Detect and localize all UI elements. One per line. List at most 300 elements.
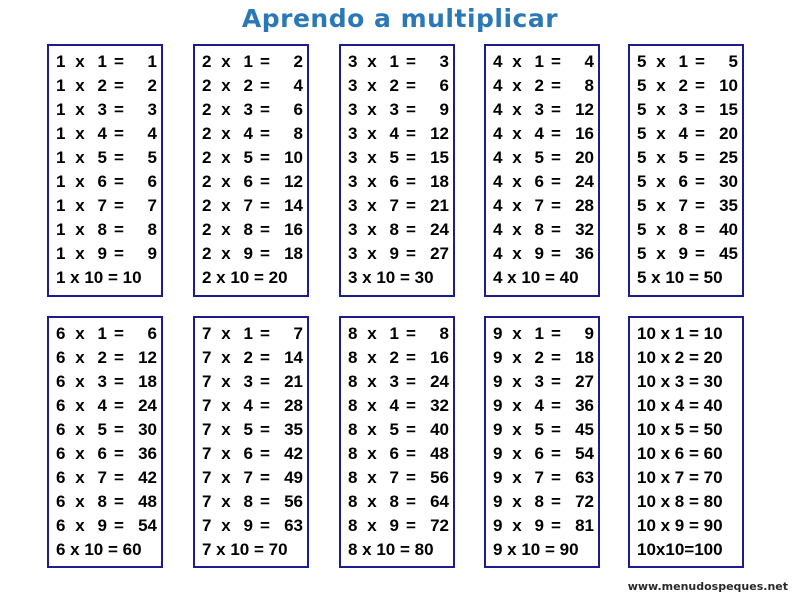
table-row bbox=[202, 322, 307, 346]
table-row bbox=[637, 490, 742, 514]
site-url: www.menudospeques.net bbox=[627, 580, 788, 593]
factor-a: 4 bbox=[493, 196, 503, 215]
times-sign: x bbox=[512, 396, 522, 415]
factor-a: 9 bbox=[493, 396, 503, 415]
factor-a: 4 bbox=[493, 100, 503, 119]
product: 40 bbox=[430, 420, 449, 439]
times-sign: x bbox=[221, 196, 231, 215]
table-row bbox=[202, 266, 307, 290]
equation-text: 10 x 7 = 70 bbox=[637, 468, 723, 487]
product: 6 bbox=[439, 76, 449, 95]
equals-sign: = bbox=[551, 148, 561, 167]
table-row bbox=[637, 322, 742, 346]
table-row bbox=[202, 146, 307, 170]
factor-b: 3 bbox=[534, 100, 544, 119]
table-row bbox=[348, 218, 453, 242]
factor-b: 6 bbox=[389, 172, 399, 191]
times-sign: x bbox=[367, 148, 377, 167]
page-title: Aprendo a multiplicar bbox=[241, 4, 559, 33]
times-sign: x bbox=[75, 420, 85, 439]
equals-sign: = bbox=[551, 444, 561, 463]
factor-a: 9 bbox=[493, 372, 503, 391]
equals-sign: = bbox=[406, 220, 416, 239]
times-sign: x bbox=[75, 348, 85, 367]
table-row bbox=[637, 50, 742, 74]
factor-b: 2 bbox=[678, 76, 688, 95]
product: 8 bbox=[147, 220, 157, 239]
factor-a: 9 bbox=[493, 492, 503, 511]
factor-a: 2 bbox=[202, 244, 212, 263]
table-row bbox=[56, 170, 161, 194]
factor-a: 9 bbox=[493, 324, 503, 343]
table-row bbox=[637, 266, 742, 290]
factor-b: 8 bbox=[97, 492, 107, 511]
factor-a: 7 bbox=[202, 396, 212, 415]
times-sign: x bbox=[367, 124, 377, 143]
factor-b: 7 bbox=[243, 196, 253, 215]
factor-b: 7 bbox=[678, 196, 688, 215]
product: 56 bbox=[430, 468, 449, 487]
factor-b: 7 bbox=[534, 196, 544, 215]
table-row bbox=[56, 242, 161, 266]
times-sign: x bbox=[367, 468, 377, 487]
table-row bbox=[348, 418, 453, 442]
product: 63 bbox=[284, 516, 303, 535]
factor-b: 7 bbox=[534, 468, 544, 487]
factor-a: 9 bbox=[493, 444, 503, 463]
times-sign: x bbox=[512, 244, 522, 263]
product: 6 bbox=[147, 172, 157, 191]
times-sign: x bbox=[75, 516, 85, 535]
factor-b: 5 bbox=[534, 148, 544, 167]
equals-sign: = bbox=[114, 76, 124, 95]
times-sign: x bbox=[656, 196, 666, 215]
times-table-3 bbox=[339, 44, 455, 297]
product: 6 bbox=[147, 324, 157, 343]
table-row bbox=[202, 170, 307, 194]
factor-b: 3 bbox=[243, 372, 253, 391]
table-row bbox=[348, 442, 453, 466]
table-row bbox=[493, 122, 598, 146]
table-row bbox=[56, 218, 161, 242]
factor-a: 5 bbox=[637, 76, 647, 95]
equals-sign: = bbox=[260, 444, 270, 463]
table-row bbox=[56, 346, 161, 370]
times-table-6 bbox=[47, 316, 163, 568]
table-row bbox=[348, 242, 453, 266]
equals-sign: = bbox=[260, 100, 270, 119]
times-table-5 bbox=[628, 44, 744, 297]
product: 27 bbox=[430, 244, 449, 263]
factor-a: 8 bbox=[348, 396, 358, 415]
factor-a: 3 bbox=[348, 124, 358, 143]
equals-sign: = bbox=[695, 124, 705, 143]
factor-b: 5 bbox=[678, 148, 688, 167]
factor-b: 2 bbox=[243, 348, 253, 367]
table-row bbox=[56, 442, 161, 466]
factor-a: 9 bbox=[493, 468, 503, 487]
times-sign: x bbox=[221, 516, 231, 535]
factor-b: 8 bbox=[389, 220, 399, 239]
equals-sign: = bbox=[551, 420, 561, 439]
table-row bbox=[493, 322, 598, 346]
table-row bbox=[493, 514, 598, 538]
factor-b: 7 bbox=[97, 468, 107, 487]
table-row bbox=[56, 322, 161, 346]
equals-sign: = bbox=[114, 100, 124, 119]
table-row bbox=[637, 74, 742, 98]
times-sign: x bbox=[75, 100, 85, 119]
table-row bbox=[348, 394, 453, 418]
factor-a: 8 bbox=[348, 444, 358, 463]
product: 36 bbox=[575, 396, 594, 415]
table-row bbox=[202, 242, 307, 266]
product: 30 bbox=[719, 172, 738, 191]
times-sign: x bbox=[221, 124, 231, 143]
times-sign: x bbox=[367, 76, 377, 95]
equals-sign: = bbox=[114, 324, 124, 343]
equation-text: 7 x 10 = 70 bbox=[202, 540, 288, 559]
times-sign: x bbox=[656, 172, 666, 191]
equals-sign: = bbox=[406, 516, 416, 535]
equals-sign: = bbox=[695, 148, 705, 167]
factor-a: 5 bbox=[637, 244, 647, 263]
factor-b: 4 bbox=[678, 124, 688, 143]
equals-sign: = bbox=[114, 52, 124, 71]
times-sign: x bbox=[656, 244, 666, 263]
table-row bbox=[637, 98, 742, 122]
factor-b: 3 bbox=[243, 100, 253, 119]
product: 5 bbox=[728, 52, 738, 71]
factor-a: 7 bbox=[202, 420, 212, 439]
times-table-1 bbox=[47, 44, 163, 297]
table-row bbox=[637, 170, 742, 194]
times-sign: x bbox=[221, 348, 231, 367]
factor-b: 7 bbox=[97, 196, 107, 215]
factor-a: 8 bbox=[348, 420, 358, 439]
factor-a: 2 bbox=[202, 52, 212, 71]
product: 27 bbox=[575, 372, 594, 391]
factor-b: 7 bbox=[389, 468, 399, 487]
factor-a: 1 bbox=[56, 196, 66, 215]
equals-sign: = bbox=[260, 124, 270, 143]
factor-b: 2 bbox=[534, 348, 544, 367]
factor-b: 4 bbox=[534, 396, 544, 415]
times-sign: x bbox=[512, 220, 522, 239]
factor-b: 9 bbox=[243, 516, 253, 535]
times-sign: x bbox=[221, 324, 231, 343]
table-row bbox=[56, 370, 161, 394]
table-row bbox=[202, 394, 307, 418]
product: 15 bbox=[719, 100, 738, 119]
factor-a: 2 bbox=[202, 76, 212, 95]
product: 3 bbox=[439, 52, 449, 71]
table-row bbox=[348, 74, 453, 98]
equals-sign: = bbox=[260, 220, 270, 239]
factor-a: 8 bbox=[348, 468, 358, 487]
table-row bbox=[202, 74, 307, 98]
factor-a: 8 bbox=[348, 516, 358, 535]
equals-sign: = bbox=[551, 76, 561, 95]
times-sign: x bbox=[512, 196, 522, 215]
table-row bbox=[202, 466, 307, 490]
table-row bbox=[348, 490, 453, 514]
table-row bbox=[56, 50, 161, 74]
product: 12 bbox=[575, 100, 594, 119]
product: 32 bbox=[430, 396, 449, 415]
product: 32 bbox=[575, 220, 594, 239]
factor-a: 1 bbox=[56, 172, 66, 191]
times-table-9 bbox=[484, 316, 600, 568]
product: 36 bbox=[575, 244, 594, 263]
factor-a: 6 bbox=[56, 492, 66, 511]
table-row bbox=[348, 322, 453, 346]
equals-sign: = bbox=[406, 348, 416, 367]
equals-sign: = bbox=[551, 244, 561, 263]
product: 35 bbox=[719, 196, 738, 215]
times-sign: x bbox=[367, 420, 377, 439]
times-sign: x bbox=[656, 148, 666, 167]
equals-sign: = bbox=[551, 324, 561, 343]
times-sign: x bbox=[512, 100, 522, 119]
equals-sign: = bbox=[406, 172, 416, 191]
factor-a: 1 bbox=[56, 124, 66, 143]
table-row bbox=[348, 466, 453, 490]
product: 4 bbox=[584, 52, 594, 71]
table-row bbox=[637, 346, 742, 370]
factor-b: 5 bbox=[389, 148, 399, 167]
factor-b: 2 bbox=[389, 348, 399, 367]
times-sign: x bbox=[367, 396, 377, 415]
equals-sign: = bbox=[260, 396, 270, 415]
equals-sign: = bbox=[260, 372, 270, 391]
equals-sign: = bbox=[260, 244, 270, 263]
factor-b: 9 bbox=[243, 244, 253, 263]
product: 6 bbox=[293, 100, 303, 119]
times-sign: x bbox=[512, 124, 522, 143]
table-row bbox=[348, 538, 453, 562]
factor-a: 6 bbox=[56, 444, 66, 463]
factor-a: 3 bbox=[348, 100, 358, 119]
factor-a: 1 bbox=[56, 244, 66, 263]
table-row bbox=[202, 98, 307, 122]
factor-b: 2 bbox=[389, 76, 399, 95]
equals-sign: = bbox=[695, 52, 705, 71]
table-row bbox=[493, 394, 598, 418]
table-row bbox=[637, 442, 742, 466]
times-sign: x bbox=[512, 148, 522, 167]
factor-b: 3 bbox=[534, 372, 544, 391]
factor-a: 2 bbox=[202, 148, 212, 167]
table-row bbox=[202, 418, 307, 442]
factor-a: 6 bbox=[56, 372, 66, 391]
product: 7 bbox=[147, 196, 157, 215]
times-table-2 bbox=[193, 44, 309, 297]
equation-text: 5 x 10 = 50 bbox=[637, 268, 723, 287]
factor-b: 6 bbox=[243, 172, 253, 191]
equals-sign: = bbox=[260, 196, 270, 215]
table-row bbox=[348, 98, 453, 122]
product: 18 bbox=[430, 172, 449, 191]
equals-sign: = bbox=[695, 76, 705, 95]
factor-b: 1 bbox=[534, 52, 544, 71]
times-sign: x bbox=[221, 100, 231, 119]
times-sign: x bbox=[367, 172, 377, 191]
factor-a: 7 bbox=[202, 324, 212, 343]
equals-sign: = bbox=[406, 324, 416, 343]
equals-sign: = bbox=[551, 100, 561, 119]
times-sign: x bbox=[221, 76, 231, 95]
factor-a: 8 bbox=[348, 348, 358, 367]
table-row bbox=[202, 50, 307, 74]
factor-b: 7 bbox=[243, 468, 253, 487]
factor-a: 7 bbox=[202, 516, 212, 535]
product: 54 bbox=[138, 516, 157, 535]
factor-b: 3 bbox=[678, 100, 688, 119]
factor-b: 6 bbox=[97, 172, 107, 191]
product: 48 bbox=[138, 492, 157, 511]
factor-a: 6 bbox=[56, 324, 66, 343]
table-row bbox=[637, 194, 742, 218]
factor-b: 8 bbox=[389, 492, 399, 511]
table-row bbox=[202, 490, 307, 514]
table-row bbox=[56, 418, 161, 442]
times-sign: x bbox=[367, 244, 377, 263]
table-row bbox=[493, 442, 598, 466]
equals-sign: = bbox=[406, 420, 416, 439]
table-row bbox=[637, 466, 742, 490]
table-row bbox=[202, 194, 307, 218]
factor-a: 3 bbox=[348, 148, 358, 167]
factor-b: 1 bbox=[243, 324, 253, 343]
times-sign: x bbox=[367, 324, 377, 343]
equation-text: 8 x 10 = 80 bbox=[348, 540, 434, 559]
factor-b: 4 bbox=[97, 396, 107, 415]
product: 49 bbox=[284, 468, 303, 487]
factor-b: 9 bbox=[389, 244, 399, 263]
times-sign: x bbox=[367, 196, 377, 215]
product: 72 bbox=[430, 516, 449, 535]
times-sign: x bbox=[75, 220, 85, 239]
product: 20 bbox=[575, 148, 594, 167]
equation-text: 4 x 10 = 40 bbox=[493, 268, 579, 287]
factor-b: 2 bbox=[243, 76, 253, 95]
times-sign: x bbox=[221, 420, 231, 439]
times-sign: x bbox=[75, 52, 85, 71]
times-sign: x bbox=[512, 372, 522, 391]
factor-a: 8 bbox=[348, 372, 358, 391]
table-row bbox=[637, 122, 742, 146]
times-sign: x bbox=[221, 444, 231, 463]
equation-text: 10 x 8 = 80 bbox=[637, 492, 723, 511]
factor-b: 9 bbox=[534, 516, 544, 535]
times-sign: x bbox=[75, 196, 85, 215]
equals-sign: = bbox=[695, 244, 705, 263]
times-sign: x bbox=[367, 348, 377, 367]
factor-a: 4 bbox=[493, 148, 503, 167]
table-row bbox=[493, 242, 598, 266]
table-row bbox=[202, 370, 307, 394]
table-row bbox=[348, 514, 453, 538]
factor-a: 2 bbox=[202, 196, 212, 215]
product: 21 bbox=[284, 372, 303, 391]
factor-a: 6 bbox=[56, 348, 66, 367]
equals-sign: = bbox=[114, 516, 124, 535]
product: 18 bbox=[284, 244, 303, 263]
table-row bbox=[56, 122, 161, 146]
equals-sign: = bbox=[114, 468, 124, 487]
product: 10 bbox=[719, 76, 738, 95]
table-row bbox=[56, 194, 161, 218]
equals-sign: = bbox=[260, 468, 270, 487]
product: 21 bbox=[430, 196, 449, 215]
factor-b: 3 bbox=[97, 100, 107, 119]
equals-sign: = bbox=[406, 396, 416, 415]
equals-sign: = bbox=[551, 516, 561, 535]
factor-b: 1 bbox=[678, 52, 688, 71]
equation-text: 10 x 1 = 10 bbox=[637, 324, 723, 343]
factor-a: 1 bbox=[56, 52, 66, 71]
product: 56 bbox=[284, 492, 303, 511]
table-row bbox=[56, 514, 161, 538]
factor-a: 1 bbox=[56, 220, 66, 239]
equation-text: 10 x 5 = 50 bbox=[637, 420, 723, 439]
table-row bbox=[493, 466, 598, 490]
equals-sign: = bbox=[114, 124, 124, 143]
equals-sign: = bbox=[551, 172, 561, 191]
times-sign: x bbox=[367, 444, 377, 463]
table-row bbox=[637, 218, 742, 242]
table-row bbox=[202, 538, 307, 562]
times-sign: x bbox=[512, 516, 522, 535]
factor-a: 4 bbox=[493, 244, 503, 263]
factor-b: 8 bbox=[243, 492, 253, 511]
factor-b: 1 bbox=[97, 52, 107, 71]
factor-a: 3 bbox=[348, 220, 358, 239]
table-row bbox=[348, 266, 453, 290]
factor-a: 7 bbox=[202, 372, 212, 391]
equals-sign: = bbox=[260, 148, 270, 167]
table-row bbox=[493, 98, 598, 122]
product: 24 bbox=[430, 220, 449, 239]
equals-sign: = bbox=[406, 124, 416, 143]
table-row bbox=[637, 514, 742, 538]
equals-sign: = bbox=[406, 100, 416, 119]
product: 45 bbox=[575, 420, 594, 439]
factor-b: 4 bbox=[97, 124, 107, 143]
factor-b: 1 bbox=[97, 324, 107, 343]
equals-sign: = bbox=[260, 348, 270, 367]
equals-sign: = bbox=[114, 220, 124, 239]
factor-a: 6 bbox=[56, 516, 66, 535]
table-row bbox=[202, 122, 307, 146]
product: 28 bbox=[284, 396, 303, 415]
times-sign: x bbox=[512, 52, 522, 71]
equals-sign: = bbox=[406, 196, 416, 215]
equals-sign: = bbox=[406, 444, 416, 463]
table-row bbox=[493, 370, 598, 394]
equation-text: 10 x 4 = 40 bbox=[637, 396, 723, 415]
equals-sign: = bbox=[406, 148, 416, 167]
product: 1 bbox=[147, 52, 157, 71]
table-row bbox=[348, 346, 453, 370]
factor-b: 9 bbox=[389, 516, 399, 535]
product: 18 bbox=[138, 372, 157, 391]
times-sign: x bbox=[512, 172, 522, 191]
table-row bbox=[493, 490, 598, 514]
factor-a: 9 bbox=[493, 516, 503, 535]
factor-a: 6 bbox=[56, 420, 66, 439]
